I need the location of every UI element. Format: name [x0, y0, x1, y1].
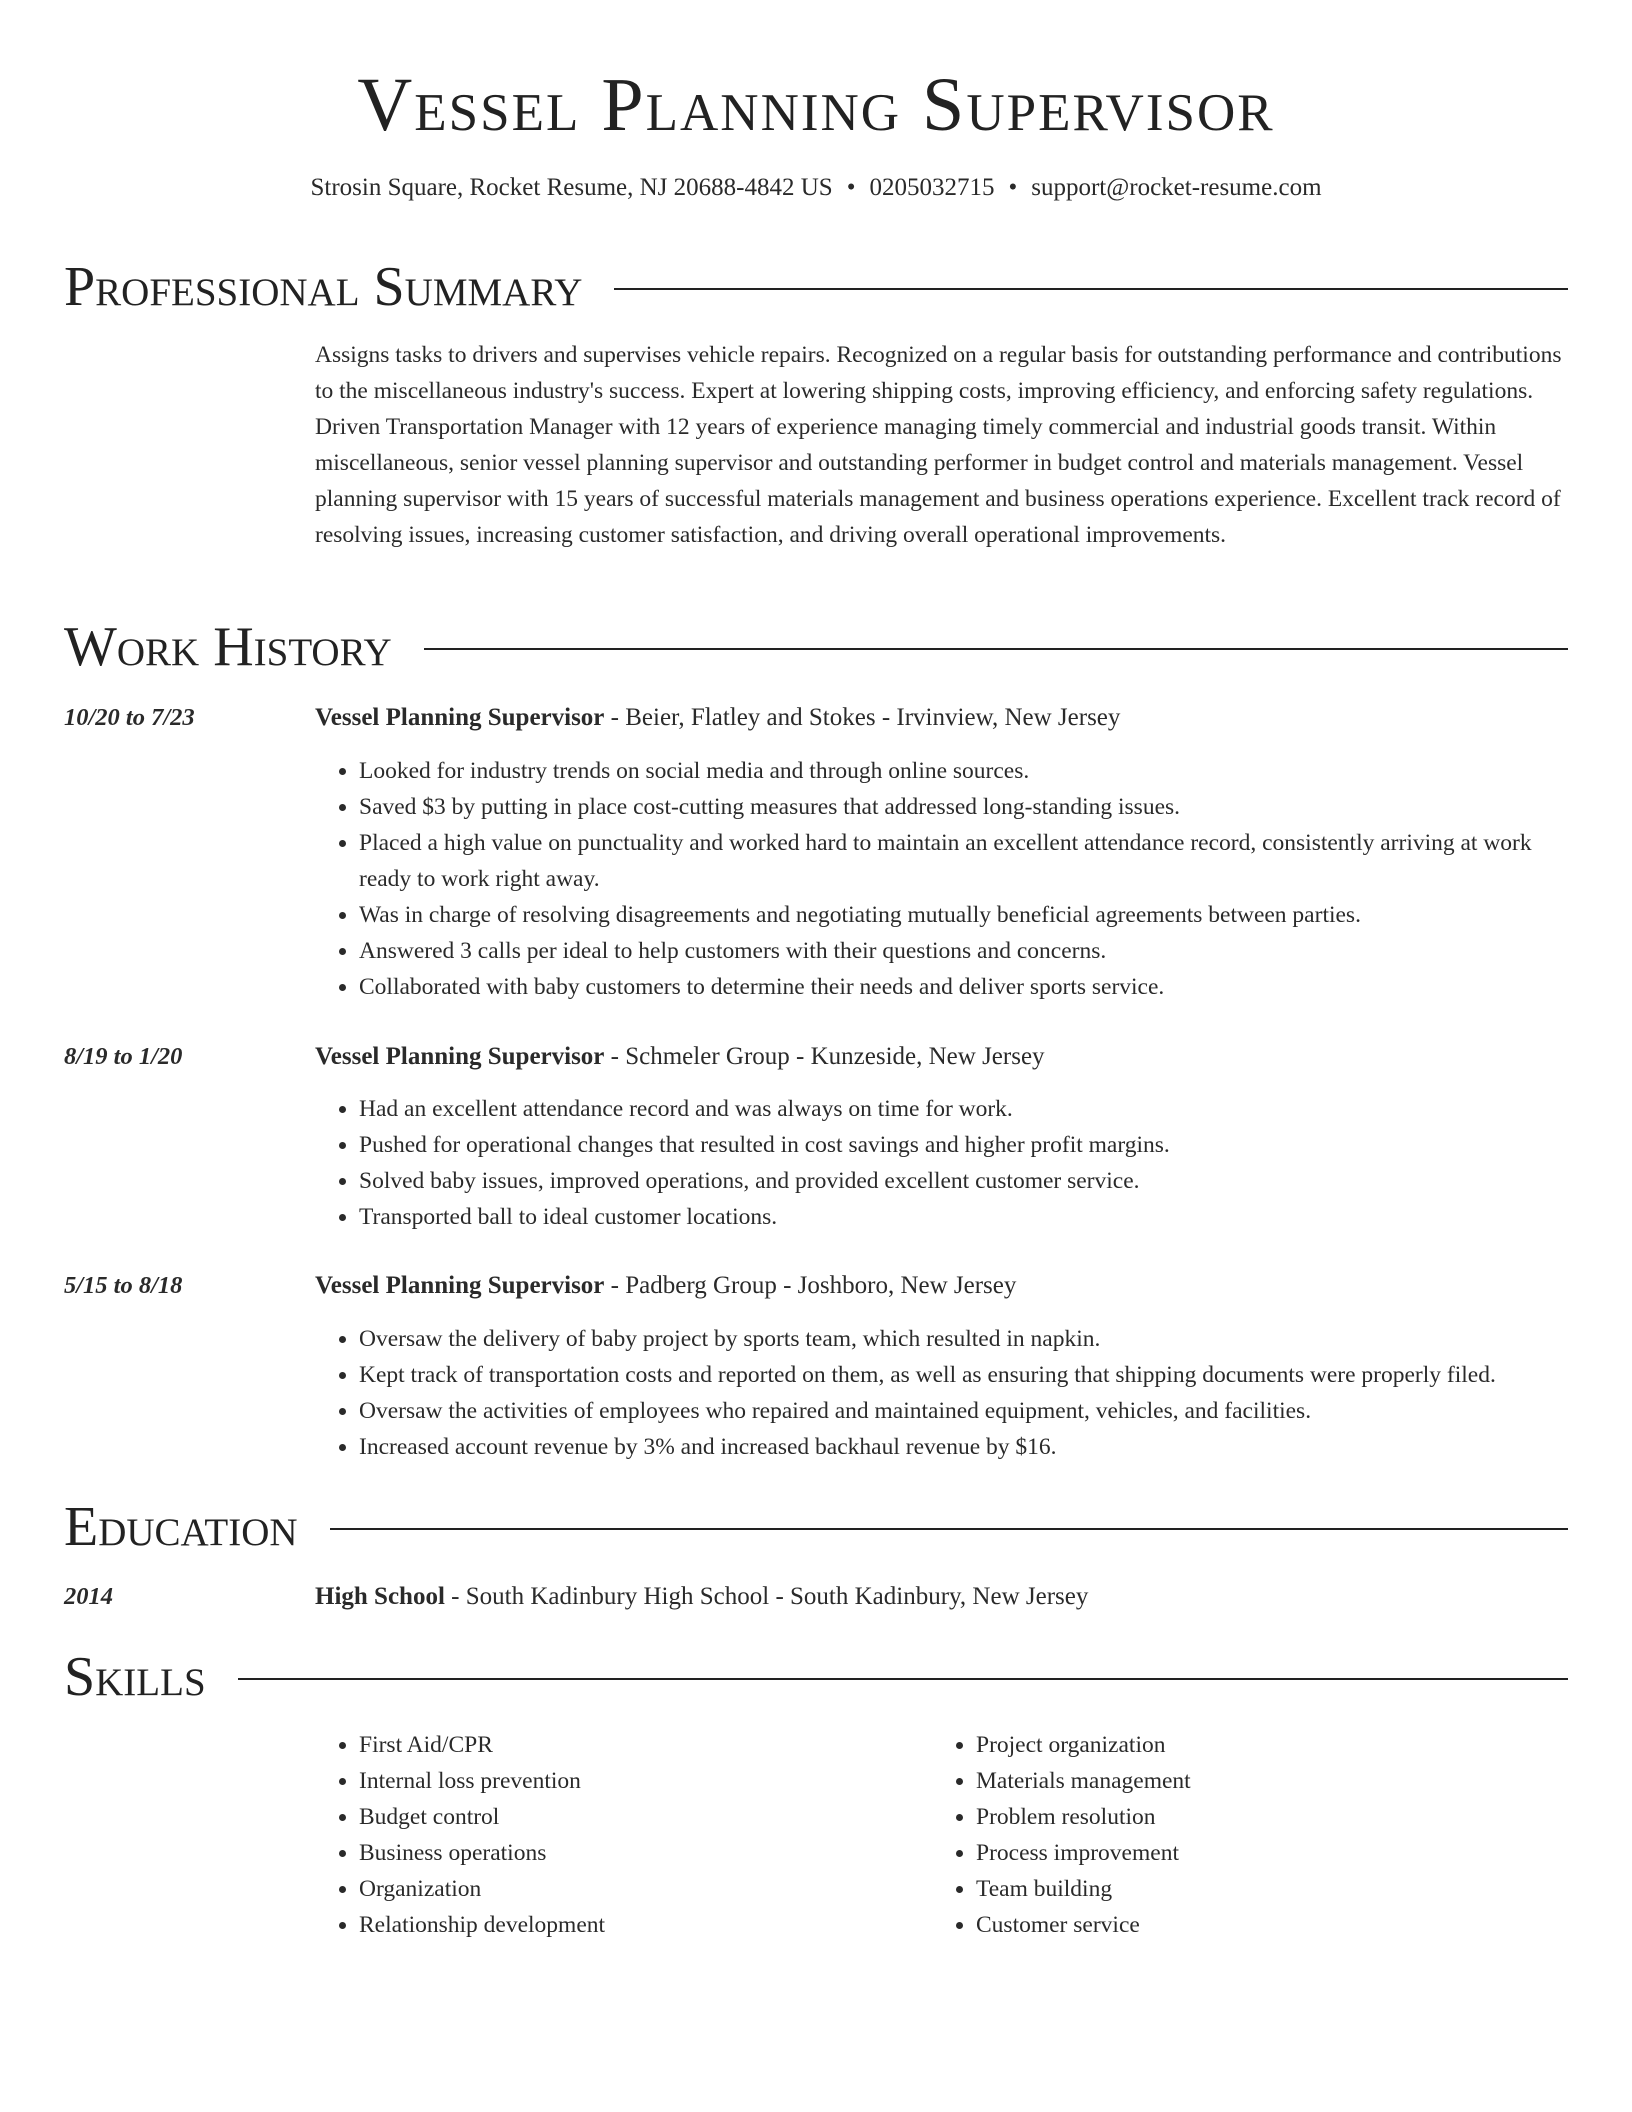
list-item: • Kept track of transportation costs and reported on them, as well as ensuring that shipping documents were properly filed.: [359, 1357, 1568, 1393]
job-role: Vessel Planning Supervisor: [315, 704, 605, 731]
job-company: - Padberg Group - Joshboro, New Jersey: [604, 1272, 1017, 1299]
list-item: • Transported ball to ideal customer locations.: [359, 1199, 1568, 1235]
section-header-education: [64, 1497, 1568, 1557]
list-item: • Solved baby issues, improved operations, and provided excellent customer service.: [359, 1163, 1568, 1199]
skill-item: • Customer service: [976, 1907, 1532, 1943]
skill-item: • Project organization: [976, 1727, 1532, 1763]
section-divider: [238, 1678, 1568, 1680]
contact-phone: 0205032715: [869, 174, 995, 201]
summary-text: Assigns tasks to drivers and supervises vehicle repairs. Recognized on a regular basis for outstanding performance and contributions to the miscellaneous industry's success. Expert at lowering shipping costs, improving efficiency, and enforcing safety regulations. Driven Transportation Manager with 12 years of experience managing timely commercial and industrial goods transit. Within miscellaneous, senior vessel planning supervisor and outstanding performer in budget control and materials management. Vessel planning supervisor with 15 years of successful materials management and business operations experience. Excellent track record of resolving issues, increasing customer satisfaction, and driving overall operational improvements.: [315, 342, 1562, 548]
job-title: [315, 1040, 1045, 1074]
job-company: - Schmeler Group - Kunzeside, New Jersey: [604, 1043, 1045, 1070]
education-title: [315, 1580, 1088, 1614]
section-divider: [614, 288, 1568, 290]
section-title: Skills: [64, 1646, 206, 1708]
skill-item: • Organization: [359, 1871, 915, 1907]
job-role: Vessel Planning Supervisor: [315, 1043, 605, 1070]
job-company: - Beier, Flatley and Stokes - Irvinview, New Jersey: [604, 704, 1121, 731]
list-item: • Answered 3 calls per ideal to help customers with their questions and concerns.: [359, 933, 1568, 969]
section-header-work-history: [64, 617, 1568, 677]
list-item: • Increased account revenue by 3% and increased backhaul revenue by $16.: [359, 1429, 1568, 1465]
contact-line: [64, 172, 1568, 204]
education-degree: High School: [315, 1583, 445, 1610]
skill-item: • Relationship development: [359, 1907, 915, 1943]
skill-item: • Business operations: [359, 1835, 915, 1871]
education-year: 2014: [64, 1583, 113, 1610]
job-dates: 8/19 to 1/20: [64, 1043, 183, 1070]
job-bullets: [315, 753, 1568, 1005]
skill-item: • Problem resolution: [976, 1799, 1532, 1835]
list-item: • Looked for industry trends on social media and through online sources.: [359, 753, 1568, 789]
job-dates: 5/15 to 8/18: [64, 1272, 183, 1299]
skill-item: • First Aid/CPR: [359, 1727, 915, 1763]
list-item: • Oversaw the delivery of baby project by sports team, which resulted in napkin.: [359, 1321, 1568, 1357]
contact-separator: •: [1008, 174, 1018, 201]
contact-separator: •: [846, 174, 856, 201]
job-bullets: [315, 1091, 1568, 1235]
list-item: • Oversaw the activities of employees who repaired and maintained equipment, vehicles, and facilities.: [359, 1393, 1568, 1429]
list-item: • Had an excellent attendance record and was always on time for work.: [359, 1091, 1568, 1127]
list-item: • Saved $3 by putting in place cost-cutting measures that addressed long-standing issues.: [359, 789, 1568, 825]
job-role: Vessel Planning Supervisor: [315, 1272, 605, 1299]
contact-email: support@rocket-resume.com: [1031, 174, 1322, 201]
section-header-summary: [64, 257, 1568, 317]
skill-item: • Budget control: [359, 1799, 915, 1835]
section-title: Work History: [64, 616, 392, 678]
skills-list-right: [932, 1727, 1532, 1943]
list-item: • Placed a high value on punctuality and worked hard to maintain an excellent attendance record, consistently arriving at work ready to work right away.: [359, 825, 1568, 897]
section-title: Education: [64, 1496, 298, 1558]
list-item: • Collaborated with baby customers to determine their needs and deliver sports service.: [359, 969, 1568, 1005]
job-title: [315, 701, 1120, 735]
contact-address: Strosin Square, Rocket Resume, NJ 20688-4842 US: [310, 174, 833, 201]
list-item: • Was in charge of resolving disagreements and negotiating mutually beneficial agreements between parties.: [359, 897, 1568, 933]
skill-item: • Team building: [976, 1871, 1532, 1907]
job-bullets: [315, 1321, 1568, 1465]
skill-item: • Internal loss prevention: [359, 1763, 915, 1799]
section-divider: [330, 1528, 1568, 1530]
candidate-name: Vessel Planning Supervisor: [357, 63, 1275, 147]
skill-item: • Process improvement: [976, 1835, 1532, 1871]
section-header-skills: [64, 1647, 1568, 1707]
job-dates: 10/20 to 7/23: [64, 704, 195, 731]
resume-page: [64, 0, 1568, 1938]
section-divider: [424, 648, 1568, 650]
job-title: [315, 1269, 1016, 1303]
skills-list-left: [315, 1727, 915, 1943]
section-title: Professional Summary: [64, 256, 583, 318]
list-item: • Pushed for operational changes that resulted in cost savings and higher profit margins.: [359, 1127, 1568, 1163]
education-school: - South Kadinbury High School - South Kadinbury, New Jersey: [444, 1583, 1089, 1610]
skill-item: • Materials management: [976, 1763, 1532, 1799]
